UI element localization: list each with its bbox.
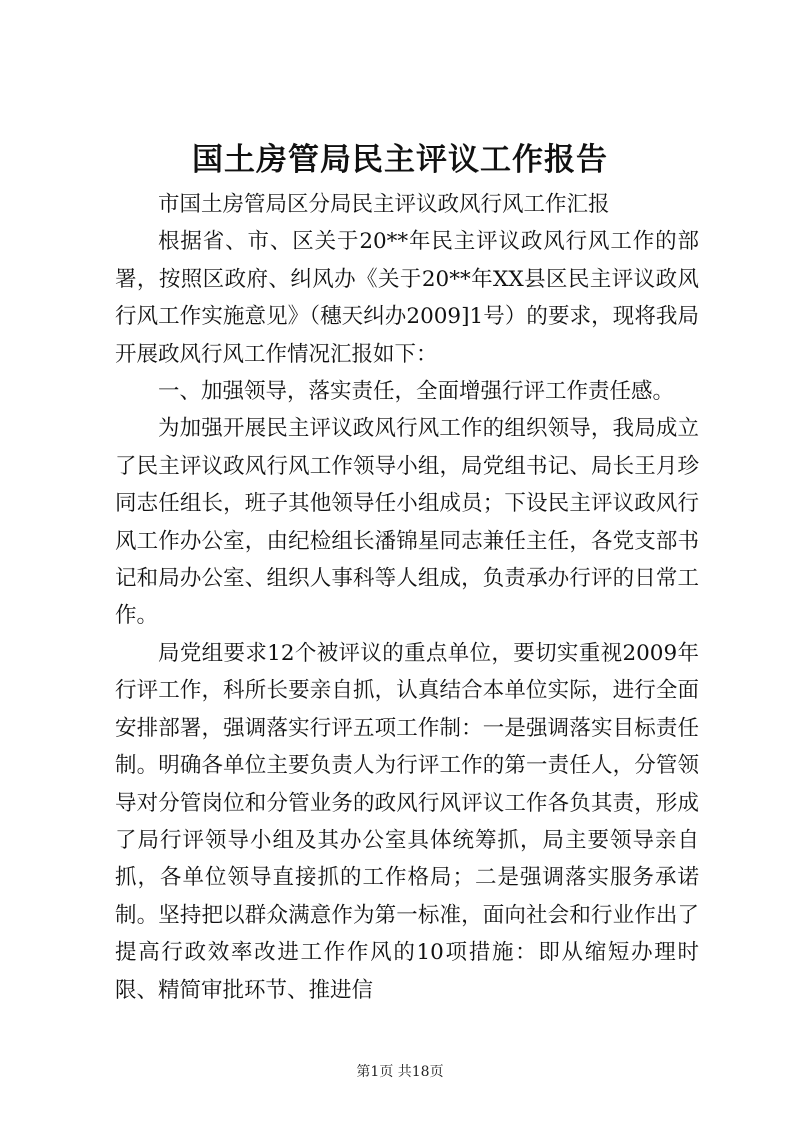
paragraph-intro: 根据省、市、区关于20**年民主评议政风行风工作的部署，按照区政府、纠风办《关于20**年XX县区民主评议政风行风工作实施意见》（穗天纠办2009]1号）的要求，现将我局开展政风行风工作情况汇报如下： bbox=[115, 229, 699, 367]
page-number-footer: 第1页 共18页 bbox=[356, 1064, 444, 1080]
paragraph-subtitle: 市国土房管局区分局民主评议政风行风工作汇报 bbox=[158, 192, 610, 217]
document-body bbox=[115, 186, 699, 1009]
document-title: 国土房管局民主评议工作报告 bbox=[192, 142, 608, 178]
paragraph-leadership: 为加强开展民主评议政风行风工作的组织领导，我局成立了民主评议政风行风工作领导小组，局党组书记、局长王月珍同志任组长，班子其他领导任小组成员；下设民主评议政风行风工作办公室，由纪检组长潘锦星同志兼任主任，各党支部书记和局办公室、组织人事科等人组成，负责承办行评的日常工作。 bbox=[115, 416, 699, 629]
paragraph-section-heading: 一、加强领导，落实责任，全面增强行评工作责任感。 bbox=[158, 379, 675, 405]
paragraph-requirements: 局党组要求12个被评议的重点单位，要切实重视2009年行评工作，科所长要亲自抓，认真结合本单位实际，进行全面安排部署，强调落实行评五项工作制：一是强调落实目标责任制。明确各单位主要负责人为行评工作的第一责任人，分管领导对分管岗位和分管业务的政风行风评议工作各负其责，形成了局行评领导小组及其办公室具体统筹抓，局主要领导亲自抓，各单位领导直接抓的工作格局；二是强调落实服务承诺制。坚持把以群众满意作为第一标准，面向社会和行业作出了提高行政效率改进工作作风的10项措施：即从缩短办理时限、精简审批环节、推进信 bbox=[115, 640, 699, 1003]
